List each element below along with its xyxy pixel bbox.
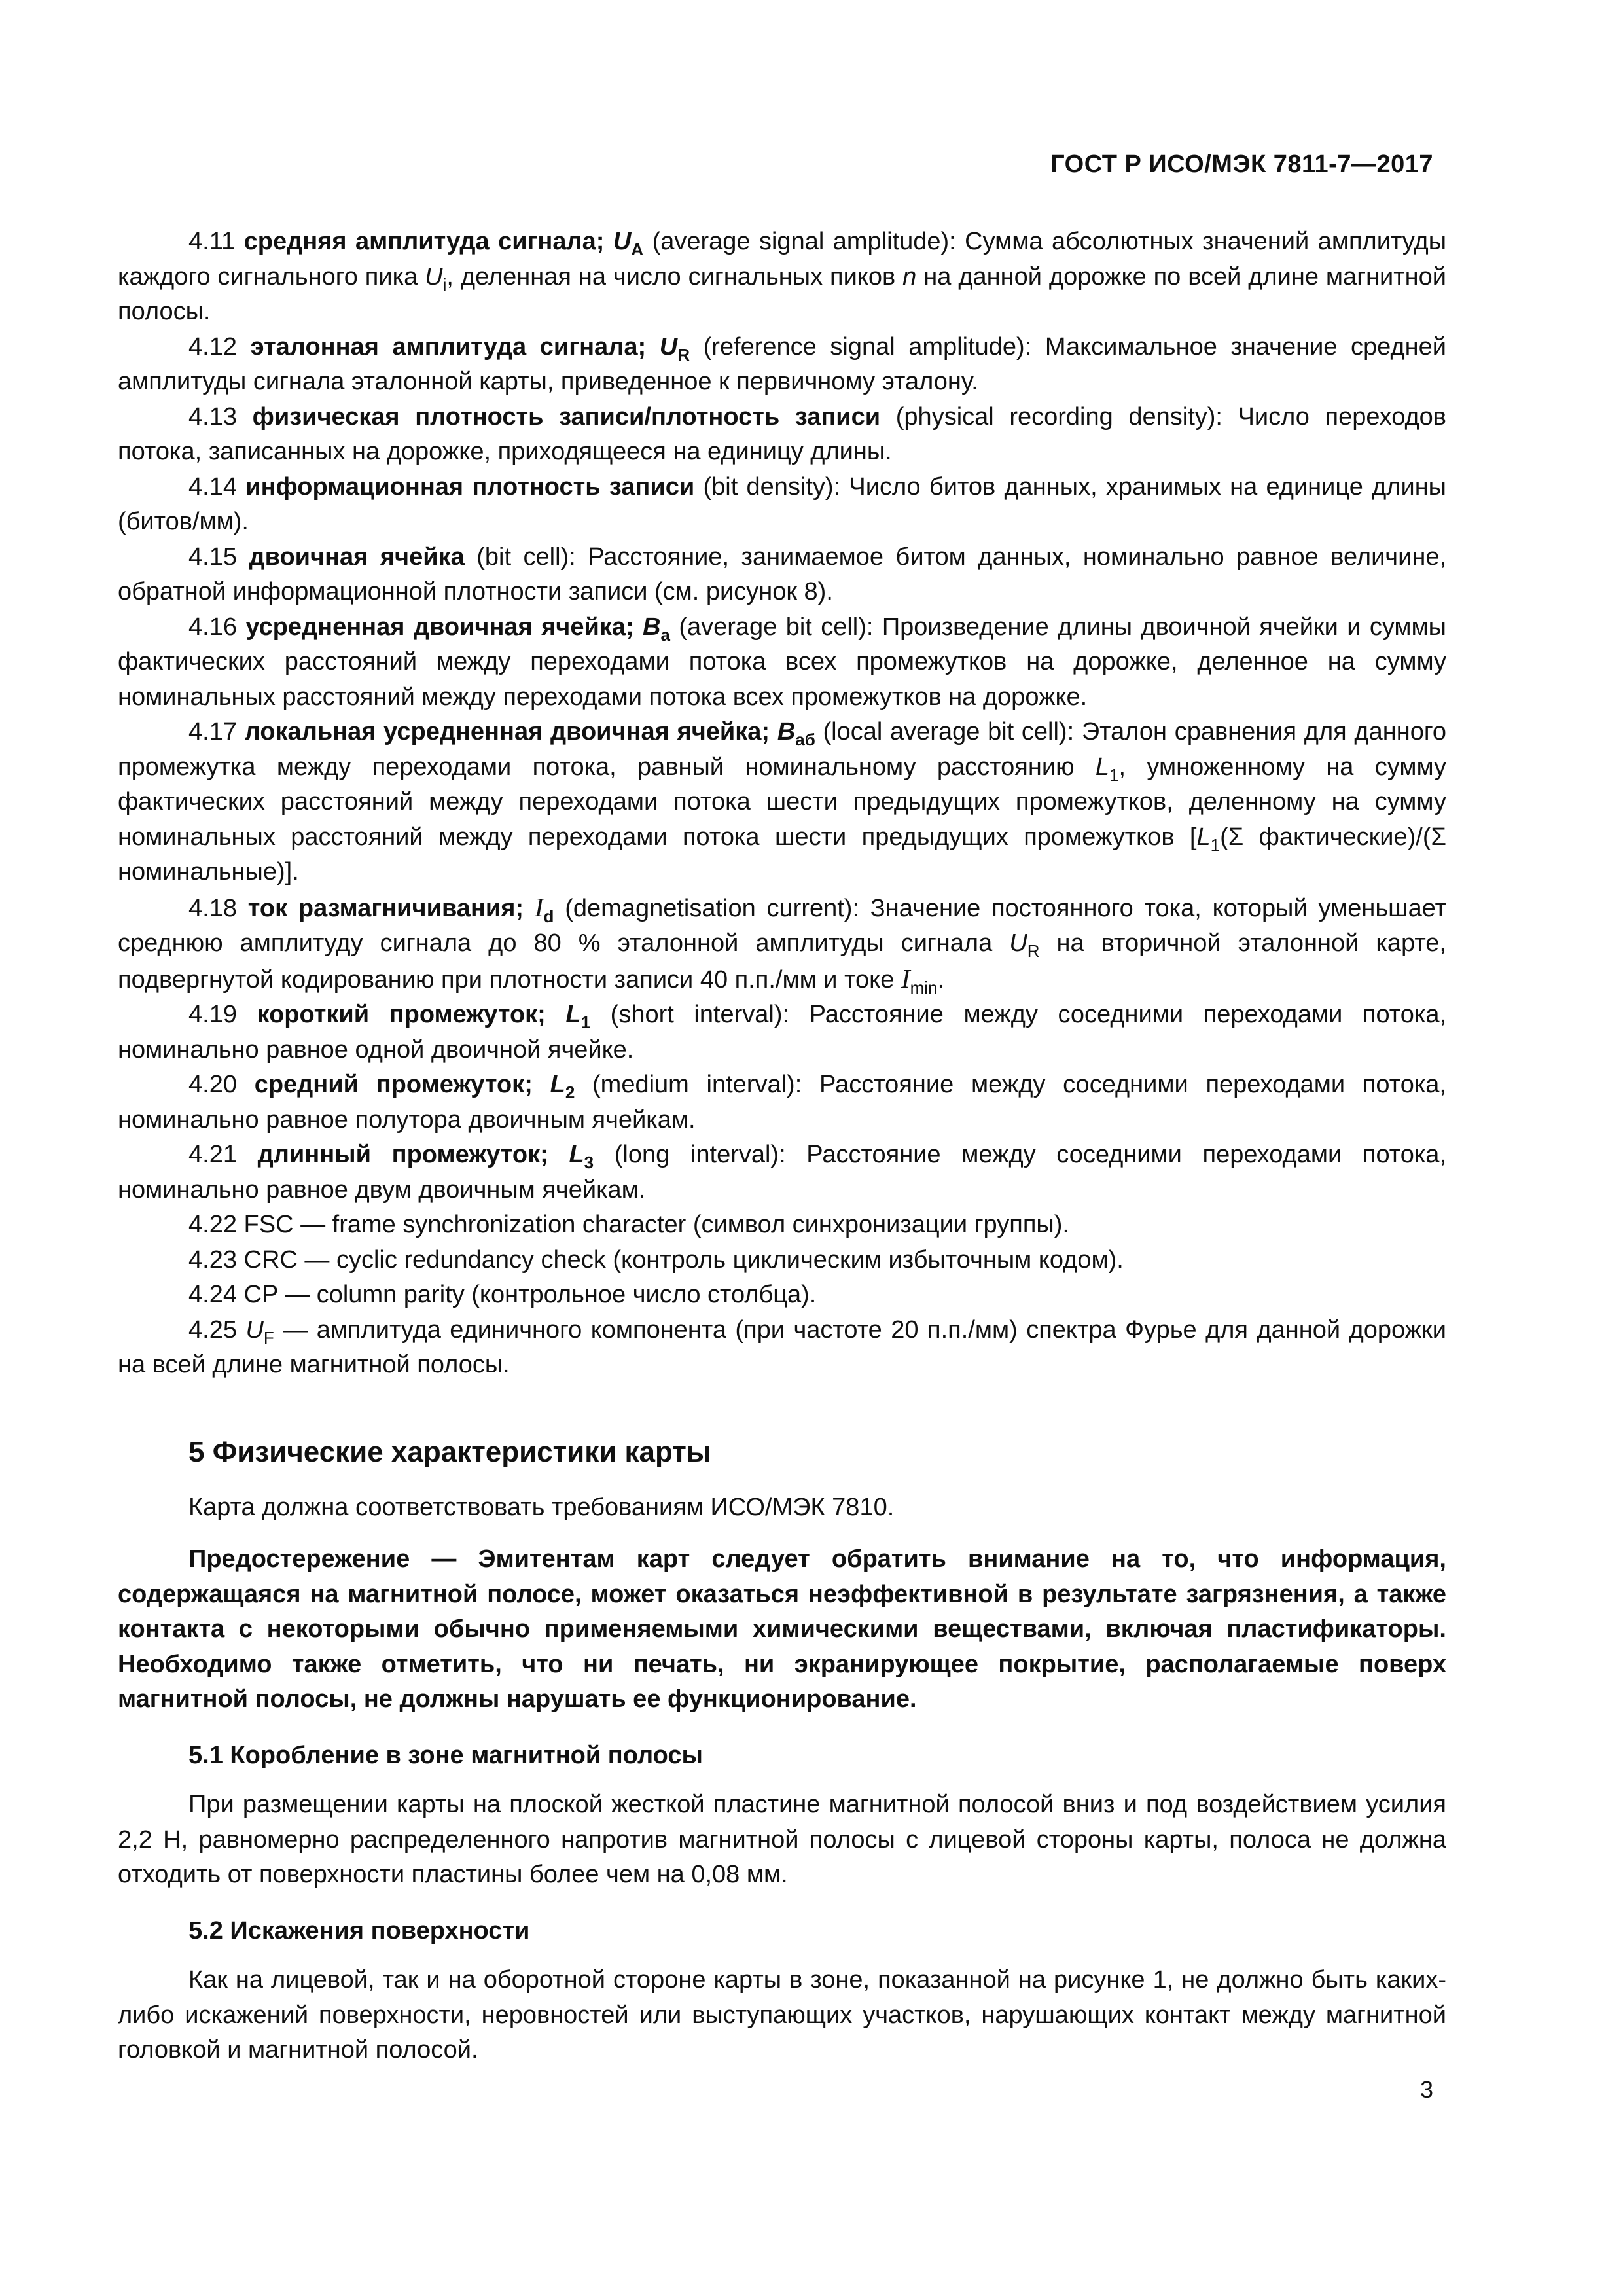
section-5-intro: Карта должна соответствовать требованиям ИСО/МЭК 7810. <box>188 1493 895 1521</box>
definition-4-17: 4.17 локальная усредненная двоичная ячейка; $B_{aб}$ (local average bit cell): Эталон сравнения для данного промежутка между переходами потока, равный номинальному расстоянию $L_1$, умноженному на сумму фактических расстояний между переходами потока шести предыдущих промежутков, деленному на сумму номинальных расстояний между переходами потока шести предыдущих промежутков [$L_1(\Sigma$ фактические)/(Σ номинальные)]. <box>118 718 1447 886</box>
definition-4-25: 4.25 $U_F$ — амплитуда единичного компонента (при частоте 20 п.п./мм) спектра Фурье для данной дорожки на всей длине магнитной полосы. <box>118 1316 1446 1378</box>
subsection-5-1-text: При размещении карты на плоской жесткой пластине магнитной полосой вниз и под воздействием усилия 2,2 Н, равномерно распределенного напротив магнитной полосы с лицевой стороны карты, полоса не должна отходить от поверхности пластины более чем на 0,08 мм. <box>118 1791 1446 1888</box>
definition-4-12: 4.12 эталонная амплитуда сигнала; $U_R$ (reference signal amplitude): Максимальное значение средней амплитуды сигнала эталонной карты, приведенное к первичному эталону. <box>118 332 1446 395</box>
definition-4-11: 4.11 средняя амплитуда сигнала; $U_A$ (average signal amplitude): Сумма абсолютных значений амплитуды каждого сигнального пика $U_i$, деленная на число сигнальных пиков n на данной дорожке по всей длине магнитной полосы. <box>118 228 1447 325</box>
subsection-5-2-title: 5.2 Искажения поверхности <box>188 1916 530 1945</box>
definition-4-18: 4.18 ток размагничивания; $I_d$ (demagnetisation current): Значение постоянного тока, который уменьшает среднюю амплитуду сигнала до 80 % эталонной амплитуды сигнала $U_R$ на вторичной эталонной карте, подвергнутой кодированию при плотности записи 40 п.п./мм и токе $I_{min}$. <box>118 891 1447 997</box>
definition-4-15: 4.15 двоичная ячейка (bit cell): Расстояние, занимаемое битом данных, номинально равное величине, обратной информационной плотности записи (см. рисунок 8). <box>118 543 1447 605</box>
document-header: ГОСТ Р ИСО/МЭК 7811-7—2017 <box>1050 151 1433 178</box>
definition-4-23: 4.23 CRC — cyclic redundancy check (контроль циклическим избыточным кодом). <box>188 1246 1124 1274</box>
definition-4-14: 4.14 информационная плотность записи (bit density): Число битов данных, хранимых на единице длины (битов/мм). <box>118 473 1446 535</box>
subsection-5-1-title: 5.1 Коробление в зоне магнитной полосы <box>188 1741 703 1769</box>
subsection-5-2-text: Как на лицевой, так и на оборотной стороне карты в зоне, показанной на рисунке 1, не должно быть каких-либо искажений поверхности, неровностей или выступающих участков, нарушающих контакт между магнитной головкой и магнитной полосой. <box>118 1966 1446 2064</box>
definition-4-21: 4.21 длинный промежуток; $L_3$ (long interval): Расстояние между соседними переходами потока, номинально равное двум двоичным ячейкам. <box>118 1141 1447 1204</box>
definition-4-16: 4.16 усредненная двоичная ячейка; $B_a$ (average bit cell): Произведение длины двоичной ячейки и суммы фактических расстояний между переходами потока всех промежутков на дорожке, деленное на сумму номинальных расстояний между переходами потока всех промежутков на дорожке. <box>118 613 1446 711</box>
definition-4-13: 4.13 физическая плотность записи/плотность записи (physical recording density): Число переходов потока, записанных на дорожке, приходящееся на единицу длины. <box>118 403 1446 465</box>
definition-4-20: 4.20 средний промежуток; $L_2$ (medium interval): Расстояние между соседними переходами потока, номинально равное полутора двоичным ячейкам. <box>118 1071 1446 1134</box>
page-content <box>118 224 1446 2068</box>
definition-4-24: 4.24 CP — column parity (контрольное число столбца). <box>188 1281 817 1308</box>
page-number: 3 <box>1419 2076 1433 2103</box>
definition-4-19: 4.19 короткий промежуток; $L_1$ (short interval): Расстояние между соседними переходами потока, номинально равное одной двоичной ячейке. <box>118 1001 1447 1064</box>
definition-4-22: 4.22 FSC — frame synchronization character (символ синхронизации группы). <box>188 1211 1069 1238</box>
section-5-title: 5 Физические характеристики карты <box>188 1435 711 1468</box>
section-5-warning: Предостережение — Эмитентам карт следует обратить внимание на то, что информация, содержащаяся на магнитной полосе, может оказаться неэффективной в результате загрязнения, а также контакта с некоторыми обычно применяемыми химическими веществами, включая пластификаторы. Необходимо также отметить, что ни печать, ни экранирующее покрытие, располагаемые поверх магнитной полосы, не должны нарушать ее функционирование. <box>118 1545 1446 1713</box>
